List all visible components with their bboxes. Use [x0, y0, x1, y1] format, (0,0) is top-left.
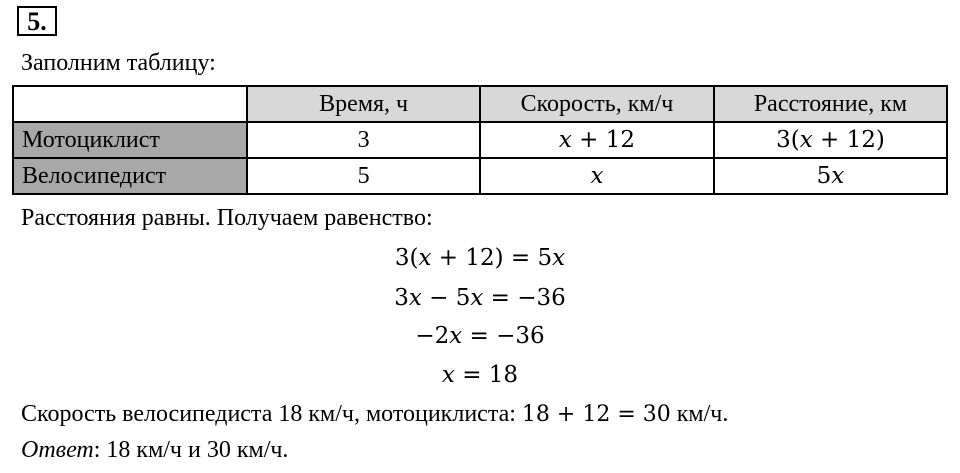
conclusion-prefix: Скорость велосипедиста 18 км/ч, мотоциклиста: [21, 401, 522, 427]
equation-line: 3𝑥 − 5𝑥 = −36 [394, 285, 566, 311]
conclusion-suffix: км/ч. [670, 401, 729, 427]
table-header-time: Время, ч [247, 86, 480, 122]
after-table-text: Расстояния равны. Получаем равенство: [21, 205, 433, 231]
table-cell-time: 5 [247, 158, 480, 194]
answer-label: Ответ [21, 437, 94, 463]
data-table [12, 85, 948, 195]
table-header-distance: Расстояние, км [714, 86, 947, 122]
table-cell-speed: 𝑥 [480, 158, 714, 194]
problem-number: 5. [17, 6, 57, 36]
intro-text: Заполним таблицу: [21, 50, 216, 76]
answer-body: : 18 км/ч и 30 км/ч. [93, 437, 289, 463]
table-header-row [13, 86, 947, 122]
equation-line: 𝑥 = 18 [441, 362, 519, 388]
table-row [13, 122, 947, 158]
table-row-label: Мотоциклист [13, 122, 247, 158]
table-cell-distance: 5𝑥 [714, 158, 947, 194]
table-header-corner [13, 86, 247, 122]
equation-line: 3(𝑥 + 12) = 5𝑥 [394, 245, 566, 271]
table-header-speed: Скорость, км/ч [480, 86, 714, 122]
table-cell-speed: 𝑥 + 12 [480, 122, 714, 158]
table-cell-distance: 3(𝑥 + 12) [714, 122, 947, 158]
table-row [13, 158, 947, 194]
answer-text [21, 435, 288, 465]
conclusion-math: 18 + 12 = 30 [521, 402, 671, 427]
equation-line: −2𝑥 = −36 [415, 323, 545, 349]
table-row-label: Велосипедист [13, 158, 247, 194]
table-cell-time: 3 [247, 122, 480, 158]
conclusion-text [21, 399, 728, 430]
